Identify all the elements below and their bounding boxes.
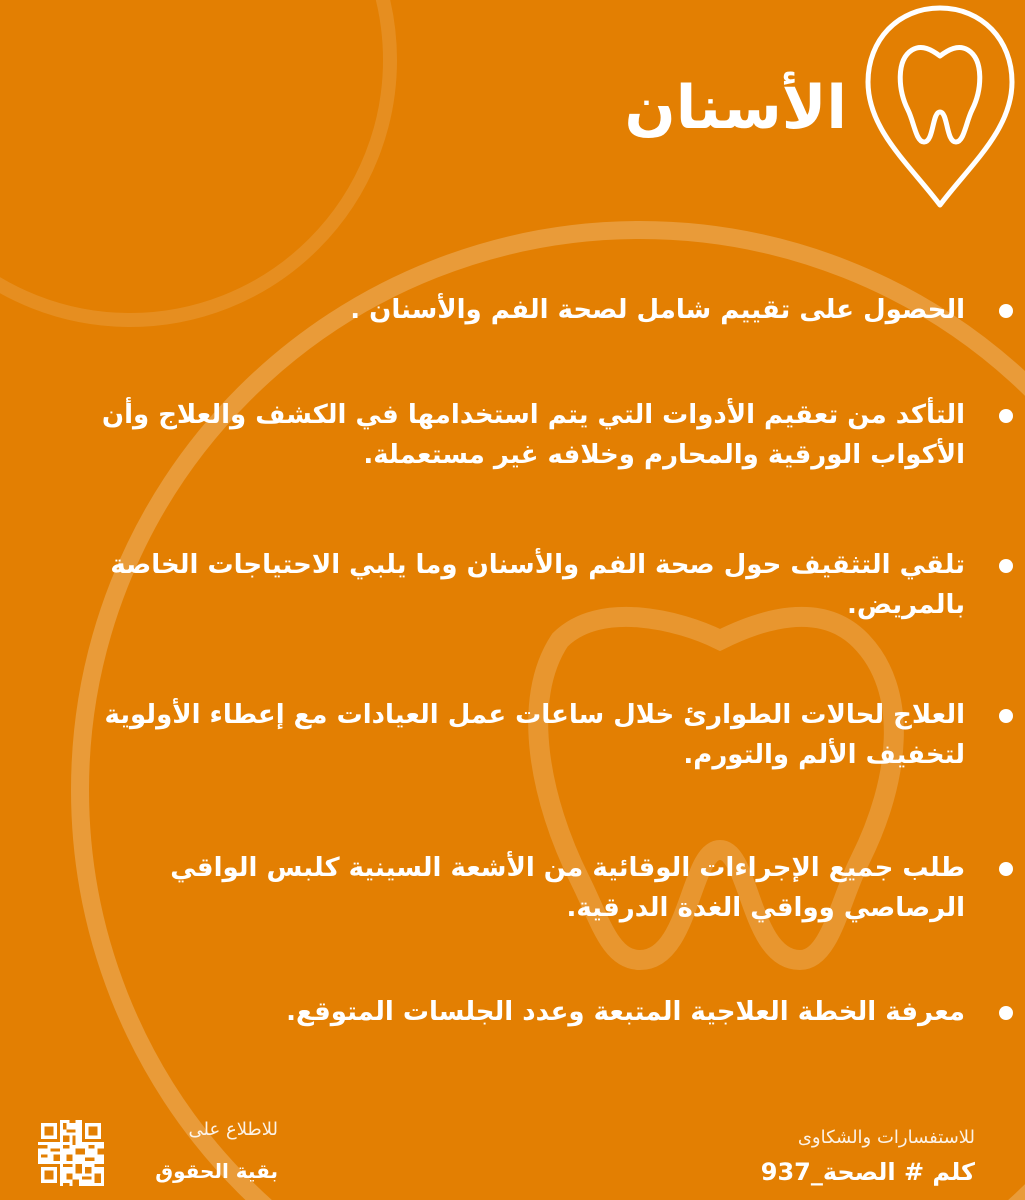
list-item	[85, 395, 965, 475]
list-item-text: معرفة الخطة العلاجية المتبعة وعدد الجلسات المتوقع.	[286, 997, 965, 1027]
list-item	[85, 992, 965, 1032]
rights-label: للاطلاع على	[188, 1119, 278, 1140]
page-title: الأسنان	[624, 73, 847, 143]
list-item	[85, 290, 965, 330]
list-item-text: الحصول على تقييم شامل لصحة الفم والأسنان .	[350, 295, 965, 325]
inquiries-label: للاستفسارات والشكاوى	[797, 1127, 975, 1148]
list-item	[85, 848, 965, 928]
bullet-icon	[999, 709, 1013, 723]
qr-code-icon[interactable]	[38, 1120, 104, 1186]
hotline-text: كلم # الصحة_937	[760, 1158, 975, 1186]
header	[0, 0, 1025, 230]
list-item	[85, 695, 965, 775]
list-item-text: طلب جميع الإجراءات الوقائية من الأشعة السينية كلبس الواقي الرصاصي وواقي الغدة الدرقية.	[170, 853, 965, 923]
list-item	[85, 545, 965, 625]
rights-link[interactable]: بقية الحقوق	[155, 1159, 278, 1183]
bullet-icon	[999, 1006, 1013, 1020]
list-item-text: العلاج لحالات الطوارئ خلال ساعات عمل العيادات مع إعطاء الأولوية لتخفيف الألم والتورم.	[104, 700, 965, 770]
list-item-text: التأكد من تعقيم الأدوات التي يتم استخدامها في الكشف والعلاج وأن الأكواب الورقية والمحارم وخلافه غير مستعملة.	[101, 400, 965, 470]
rights-link-block	[38, 1115, 278, 1195]
bullet-icon	[999, 862, 1013, 876]
bullet-icon	[999, 559, 1013, 573]
contact-info	[761, 1127, 975, 1186]
list-item-text: تلقي التثقيف حول صحة الفم والأسنان وما يلبي الاحتياجات الخاصة بالمريض.	[110, 550, 965, 620]
bullet-icon	[999, 409, 1013, 423]
bullet-icon	[999, 304, 1013, 318]
tooth-location-pin-icon	[860, 0, 1020, 215]
